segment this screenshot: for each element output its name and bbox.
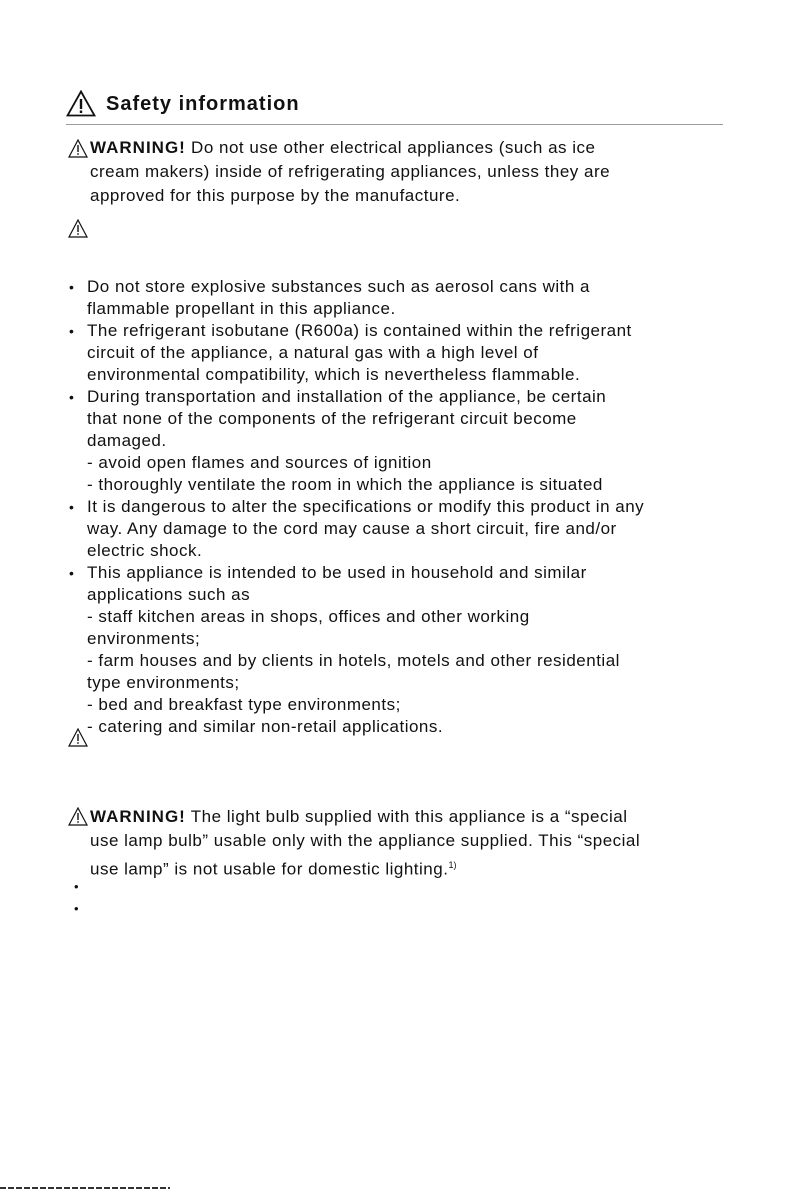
list-item-line: flammable propellant in this appliance. [87, 299, 396, 318]
bullet-marker: • [69, 323, 74, 339]
warning-triangle-icon [68, 807, 88, 826]
warning-2-line: use lamp bulb” usable only with the appliance supplied. This “special [90, 831, 641, 850]
warning-triangle-icon [68, 728, 88, 747]
list-item-line: During transportation and installation of the appliance, be certain [87, 387, 607, 406]
page-title: Safety information [106, 93, 300, 115]
list-item-line: applications such as [87, 585, 251, 604]
list-item-line: - bed and breakfast type environments; [87, 695, 401, 714]
bullet-marker: • [69, 499, 74, 515]
warning-triangle-icon [66, 90, 96, 117]
list-item-line: It is dangerous to alter the specifications or modify this product in any [87, 497, 645, 516]
list-item-line: - catering and similar non-retail applications. [87, 717, 444, 736]
page-edge-rule [0, 1187, 170, 1189]
list-item-line: - thoroughly ventilate the room in which the appliance is situated [87, 475, 603, 494]
warning-1-line: cream makers) inside of refrigerating appliances, unless they are [90, 162, 611, 181]
list-item-line: circuit of the appliance, a natural gas with a high level of [87, 343, 539, 362]
warning-triangle-icon [68, 139, 88, 158]
list-item-line: The refrigerant isobutane (R600a) is contained within the refrigerant [87, 321, 632, 340]
warning-1-first-line [90, 137, 595, 159]
bullet-marker: • [69, 389, 74, 405]
bullet-marker: • [74, 879, 79, 894]
section-header [66, 90, 723, 125]
bullet-marker: • [74, 901, 79, 916]
warning-label: WARNING! [90, 807, 186, 826]
warning-label: WARNING! [90, 138, 186, 157]
list-item-line: Do not store explosive substances such as aerosol cans with a [87, 277, 590, 296]
footnote-marker: 1) [448, 860, 457, 870]
list-item-line: environments; [87, 629, 201, 648]
list-item-line: type environments; [87, 673, 240, 692]
warning-2-last-line [90, 854, 456, 881]
list-item-line: electric shock. [87, 541, 203, 560]
warning-text: The light bulb supplied with this appliance is a “special [185, 807, 628, 826]
warning-2-line: use lamp” is not usable for domestic lighting. [90, 859, 449, 879]
list-item-line: - staff kitchen areas in shops, offices and other working [87, 607, 530, 626]
warning-2-first-line [90, 806, 627, 828]
list-item-line: that none of the components of the refrigerant circuit become [87, 409, 577, 428]
list-item-line: way. Any damage to the cord may cause a short circuit, fire and/or [87, 519, 617, 538]
bullet-marker: • [69, 279, 74, 295]
bullet-marker: • [69, 565, 74, 581]
warning-triangle-icon [68, 219, 88, 238]
list-item-line: - avoid open flames and sources of ignition [87, 453, 432, 472]
list-item-line: This appliance is intended to be used in household and similar [87, 563, 587, 582]
warning-text: Do not use other electrical appliances (such as ice [185, 138, 596, 157]
list-item-line: environmental compatibility, which is nevertheless flammable. [87, 365, 581, 384]
list-item-line: damaged. [87, 431, 167, 450]
warning-1-line: approved for this purpose by the manufacture. [90, 186, 461, 205]
list-item-line: - farm houses and by clients in hotels, motels and other residential [87, 651, 620, 670]
